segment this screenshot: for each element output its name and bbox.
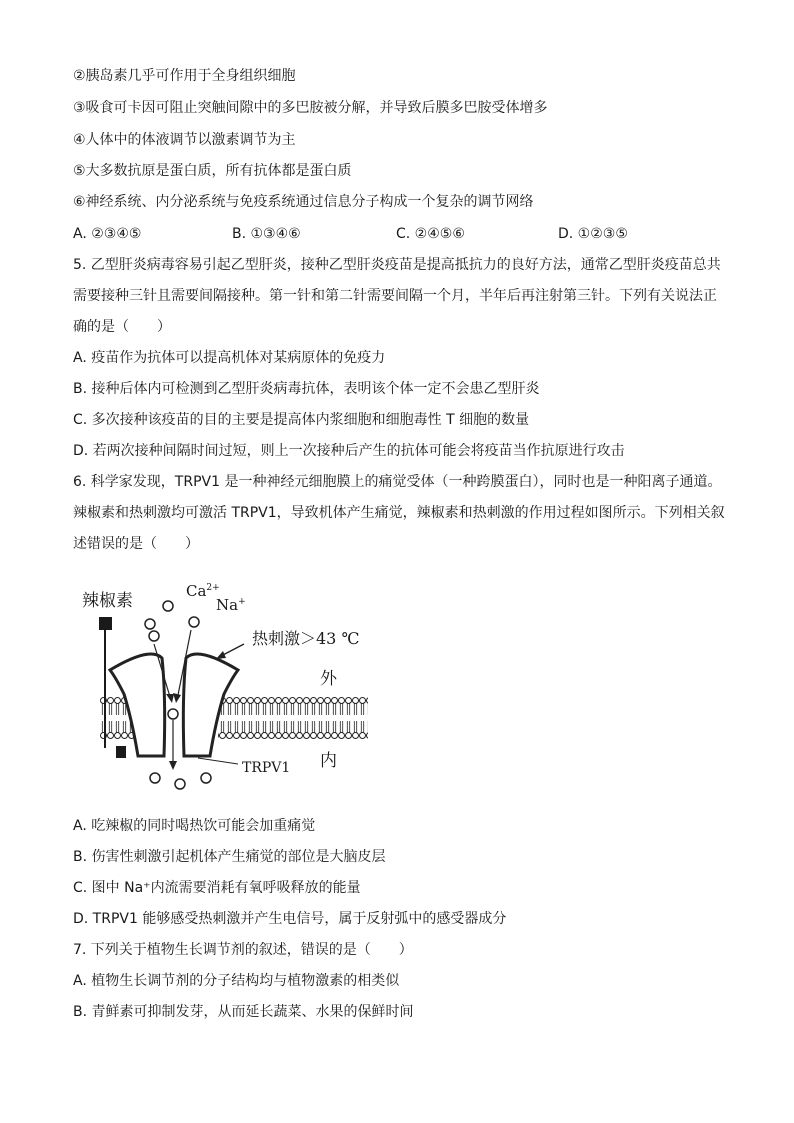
q6-option-a: A. 吃辣椒的同时喝热饮可能会加重痛觉 [73, 818, 316, 834]
ion-in-channel-icon [168, 709, 178, 719]
heat-arrow-icon [221, 644, 244, 656]
heat-stimulus-label: 热刺激＞43 ℃ [252, 629, 360, 648]
trpv1-diagram [80, 572, 380, 802]
statement-6: ⑥神经系统、内分泌系统与免疫系统通过信息分子构成一个复杂的调节网络 [73, 194, 534, 210]
q6-stem-line-2: 辣椒素和热刺激均可激活 TRPV1，导致机体产生痛觉，辣椒素和热刺激的作用过程如图所示。下列相关叙 [73, 505, 725, 521]
flow-arrowhead-icon [173, 693, 181, 703]
flow-arrowhead-icon [166, 694, 174, 703]
q4-option-a: A. ②③④⑤ [73, 226, 142, 242]
flow-arrowhead-icon [169, 761, 177, 770]
q4-option-b: B. ①③④⑥ [232, 226, 301, 242]
trpv1-diagram-svg [80, 572, 380, 802]
q5-option-a: A. 疫苗作为抗体可以提高机体对某病原体的免疫力 [73, 350, 386, 366]
q5-option-d: D. 若两次接种间隔时间过短，则上一次接种后产生的抗体可能会将疫苗当作抗原进行攻击 [73, 443, 625, 459]
q6-stem-line-1: 6. 科学家发现，TRPV1 是一种神经元细胞膜上的痛觉受体（一种跨膜蛋白），同时也是一种阳离子通道。 [73, 474, 722, 490]
capsaicin-label: 辣椒素 [82, 591, 133, 611]
ion-circle-icon [149, 631, 159, 641]
statement-5: ⑤大多数抗原是蛋白质，所有抗体都是蛋白质 [73, 163, 352, 179]
q4-option-c: C. ②④⑤⑥ [396, 226, 465, 242]
q6-option-c: C. 图中 Na⁺内流需要消耗有氧呼吸释放的能量 [73, 880, 361, 896]
q7-option-a: A. 植物生长调节剂的分子结构均与植物激素的相类似 [73, 973, 400, 989]
capsaicin-bound-square-icon [116, 746, 126, 758]
outside-label: 外 [320, 669, 337, 689]
capsaicin-square-icon [99, 617, 112, 630]
sodium-label: Na+ [216, 596, 246, 614]
ion-circle-icon [150, 773, 160, 783]
ion-circle-icon [175, 779, 185, 789]
trpv1-pointer-line [198, 758, 238, 764]
ion-circle-icon [201, 773, 211, 783]
trpv1-label: TRPV1 [242, 760, 291, 776]
q5-option-c: C. 多次接种该疫苗的目的主要是提高体内浆细胞和细胞毒性 T 细胞的数量 [73, 412, 530, 428]
q6-option-b: B. 伤害性刺激引起机体产生痛觉的部位是大脑皮层 [73, 849, 386, 865]
q7-stem: 7. 下列关于植物生长调节剂的叙述，错误的是（ ） [73, 942, 413, 958]
q5-stem-line-1: 5. 乙型肝炎病毒容易引起乙型肝炎，接种乙型肝炎疫苗是提高抵抗力的良好方法，通常乙型肝炎疫苗总共 [73, 257, 721, 273]
ion-circle-icon [145, 619, 155, 629]
inside-label: 内 [320, 751, 337, 771]
membrane-right [218, 696, 368, 740]
ion-circle-icon [189, 617, 199, 627]
calcium-label: $Ca^{2+}$ [186, 582, 220, 600]
q5-stem-line-3: 确的是（ ） [73, 319, 171, 335]
q7-option-b: B. 青鲜素可抑制发芽，从而延长蔬菜、水果的保鲜时间 [73, 1004, 414, 1020]
heat-arrowhead-icon [216, 651, 226, 659]
ion-circle-icon [163, 601, 173, 611]
statement-2: ②胰岛素几乎可作用于全身组织细胞 [73, 68, 296, 84]
q5-stem-line-2: 需要接种三针且需要间隔接种。第一针和第二针需要间隔一个月，半年后再注射第三针。下列有关说法正 [73, 288, 717, 304]
statement-4: ④人体中的体液调节以激素调节为主 [73, 132, 296, 148]
q5-option-b: B. 接种后体内可检测到乙型肝炎病毒抗体，表明该个体一定不会患乙型肝炎 [73, 381, 540, 397]
q4-option-d: D. ①②③⑤ [558, 226, 628, 242]
statement-3: ③吸食可卡因可阻止突触间隙中的多巴胺被分解，并导致后膜多巴胺受体增多 [73, 100, 548, 116]
q6-option-d: D. TRPV1 能够感受热刺激并产生电信号，属于反射弧中的感受器成分 [73, 911, 507, 927]
q6-stem-line-3: 述错误的是（ ） [73, 536, 199, 552]
